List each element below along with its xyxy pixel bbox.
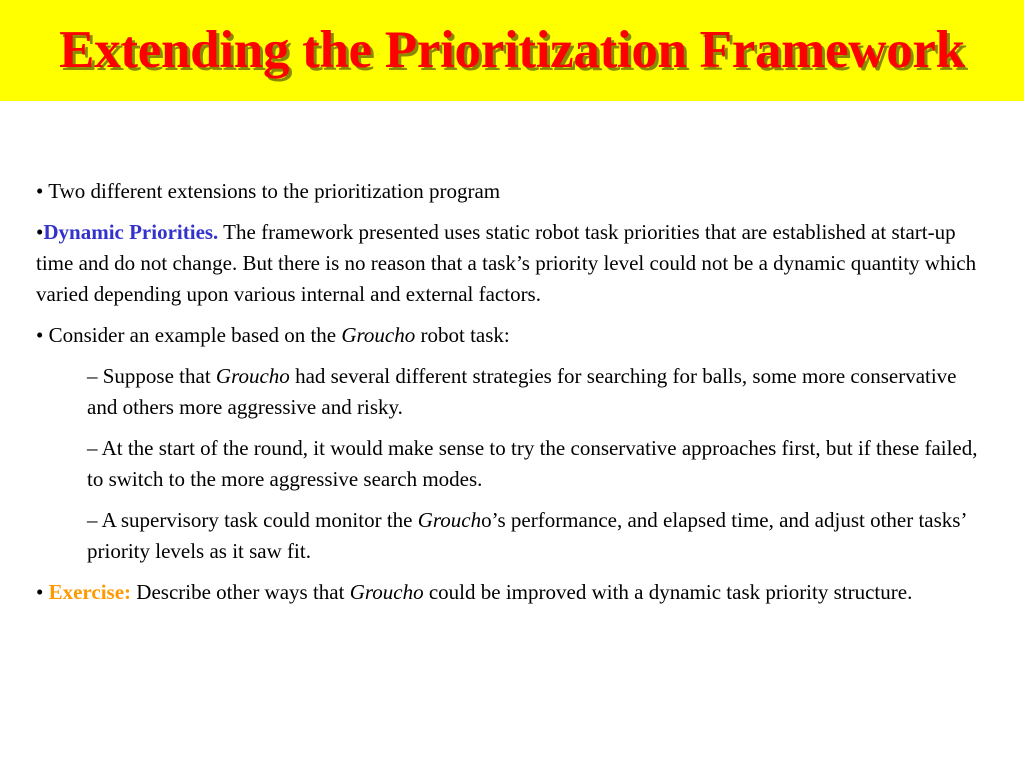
sub-text-before: – Suppose that (87, 364, 216, 388)
sub-bullet-strategies (36, 361, 981, 423)
exercise-label: Exercise: (48, 580, 132, 604)
bullet-text-after: could be improved with a dynamic task priority structure. (423, 580, 913, 604)
sub-bullet-round-start (36, 433, 981, 495)
bullet-dynamic-priorities (36, 217, 981, 310)
groucho-italic: Grouch (417, 508, 482, 532)
bullet-marker: • (36, 179, 49, 203)
bullet-marker: • (36, 580, 49, 604)
sub-bullet-supervisory (36, 505, 981, 567)
groucho-italic: Groucho (341, 323, 416, 347)
groucho-italic: Groucho (349, 580, 424, 604)
sub-text-after: o’s performance, and elapsed time, and adjust other tasks’ priority levels as it saw fit. (87, 508, 966, 563)
bullet-text-before: Consider an example based on the (48, 323, 342, 347)
sub-text-after: had several different strategies for searching for balls, some more conservative and others more aggressive and risky. (87, 364, 957, 419)
bullet-extensions (36, 176, 981, 207)
bullet-text: The framework presented uses static robot task priorities that are established at start-up time and do not change. But there is no reason that a task’s priority level could not be a dynamic quantity which varied depending upon various internal and external factors. (36, 220, 977, 306)
bullet-text: Two different extensions to the prioritization program (48, 179, 501, 203)
bullet-marker: • (36, 220, 44, 244)
bullet-marker: • (36, 323, 49, 347)
bullet-text-after: robot task: (415, 323, 510, 347)
sub-text-before: – A supervisory task could monitor the (87, 508, 418, 532)
bullet-exercise (36, 577, 981, 608)
groucho-italic: Groucho (215, 364, 290, 388)
bullet-text-before: Describe other ways that (131, 580, 350, 604)
sub-text: – At the start of the round, it would make sense to try the conservative approaches first, but if these failed, to switch to the more aggressive search modes. (87, 436, 978, 491)
dynamic-priorities-label: Dynamic Priorities. (43, 220, 219, 244)
slide-title: Extending the Prioritization Framework (59, 21, 965, 79)
slide-body (36, 176, 981, 618)
bullet-groucho-example (36, 320, 981, 351)
